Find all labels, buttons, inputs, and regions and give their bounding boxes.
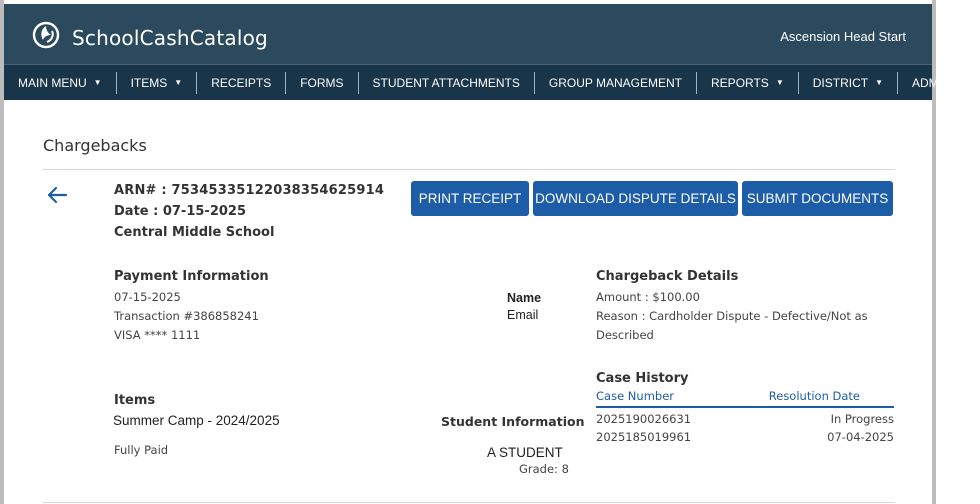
caret-down-icon: ▼	[875, 78, 883, 87]
transaction-number: Transaction #386858241	[114, 309, 259, 323]
case-history-heading: Case History	[596, 371, 689, 386]
chargeback-date: Date : 07-15-2025	[114, 204, 246, 219]
caret-down-icon: ▼	[174, 78, 183, 87]
email-label: Email	[507, 308, 539, 322]
resolution-date: 07-04-2025	[827, 430, 894, 444]
case-number: 2025185019961	[596, 430, 692, 444]
card-info: VISA **** 1111	[114, 328, 201, 342]
caret-down-icon: ▼	[957, 78, 966, 87]
divider	[43, 169, 895, 170]
nav-reports[interactable]	[697, 72, 799, 94]
table-row	[596, 430, 894, 444]
schoolcash-logo-icon	[32, 21, 60, 49]
nav-label: FORMS	[300, 75, 344, 90]
resolution-date: In Progress	[830, 412, 894, 426]
nav-forms[interactable]	[286, 72, 358, 94]
case-history-header	[596, 389, 894, 408]
nav-label: DISTRICT	[812, 75, 869, 90]
nav-label: ADMIN	[912, 75, 951, 90]
item-name: Summer Camp - 2024/2025	[113, 413, 280, 428]
nav-label: STUDENT ATTACHMENTS	[372, 75, 520, 90]
nav-label: GROUP MANAGEMENT	[548, 75, 683, 90]
nav-student-attachments[interactable]	[359, 72, 535, 94]
table-row	[596, 412, 894, 426]
page-title: Chargebacks	[43, 136, 147, 155]
chargeback-reason: Reason : Cardholder Dispute - Defective/Not as	[596, 309, 868, 323]
nav-group-management[interactable]	[535, 72, 697, 94]
items-heading: Items	[114, 393, 156, 408]
name-label: Name	[507, 291, 542, 305]
nav-admin[interactable]	[898, 72, 980, 94]
brand-name[interactable]: SchoolCashCatalog	[72, 26, 268, 50]
school-name: Central Middle School	[114, 225, 275, 240]
caret-down-icon: ▼	[93, 78, 102, 87]
back-arrow-icon[interactable]	[46, 184, 68, 206]
payment-date: 07-15-2025	[114, 290, 181, 304]
nav-label: RECEIPTS	[211, 75, 272, 90]
main-nav	[4, 64, 966, 100]
payment-information-heading: Payment Information	[114, 269, 269, 284]
arn-number: ARN# : 7534533512203835462591​4	[114, 183, 385, 198]
divider	[43, 502, 895, 503]
chargeback-details-heading: Chargeback Details	[596, 269, 739, 284]
nav-items[interactable]	[117, 72, 198, 94]
nav-label: ITEMS	[130, 75, 168, 90]
organization-name[interactable]: Ascension Head Start	[780, 29, 906, 44]
print-receipt-button[interactable]: PRINT RECEIPT	[411, 181, 529, 216]
student-information-heading: Student Information	[441, 414, 585, 429]
column-header-case-number: Case Number	[596, 389, 674, 403]
submit-documents-button[interactable]: SUBMIT DOCUMENTS	[742, 181, 893, 216]
item-status: Fully Paid	[114, 443, 169, 457]
caret-down-icon: ▼	[775, 78, 784, 87]
nav-district[interactable]	[799, 72, 898, 94]
chargeback-reason-cont: Described	[596, 328, 654, 342]
nav-label: REPORTS	[711, 75, 769, 90]
nav-main-menu[interactable]	[4, 72, 117, 94]
download-dispute-details-button[interactable]: DOWNLOAD DISPUTE DETAILS	[533, 181, 738, 216]
app-header	[4, 4, 932, 64]
student-grade: Grade: 8	[519, 462, 569, 476]
student-name: A STUDENT	[487, 445, 563, 460]
nav-label: MAIN MENU	[18, 75, 87, 90]
nav-receipts[interactable]	[197, 72, 286, 94]
chargeback-amount: Amount : $100.00	[596, 290, 700, 304]
case-number: 2025190026631	[596, 412, 692, 426]
column-header-resolution-date: Resolution Date	[768, 389, 860, 403]
case-history-table	[596, 389, 894, 444]
